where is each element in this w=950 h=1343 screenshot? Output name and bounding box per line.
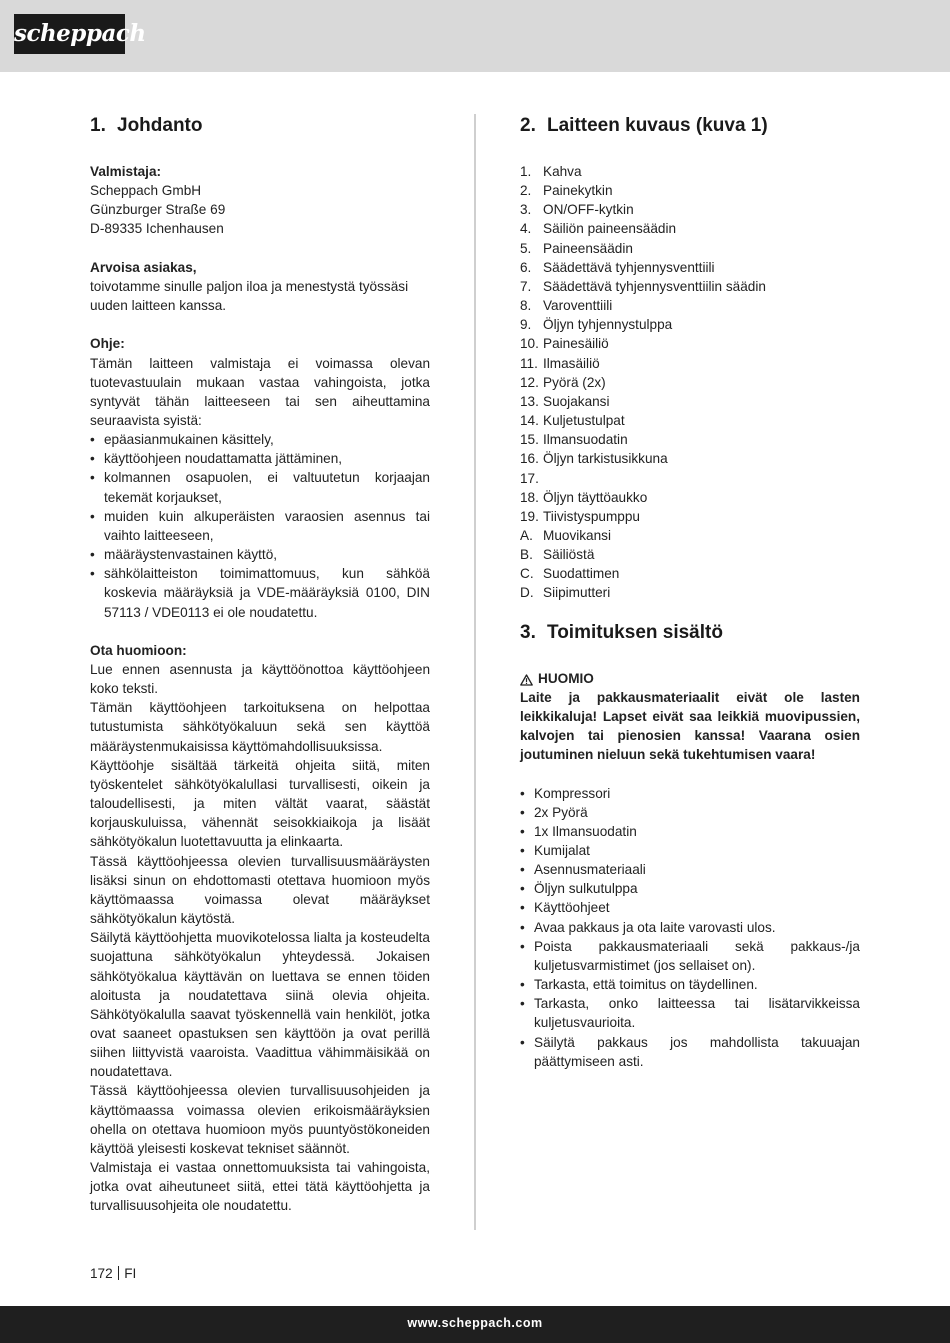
item-number: 10. bbox=[520, 336, 539, 352]
manufacturer-block bbox=[90, 162, 430, 239]
item-label: Ilmansuodatin bbox=[543, 432, 628, 448]
list-item bbox=[520, 430, 860, 449]
section-number: 2. bbox=[520, 115, 536, 136]
list-item bbox=[520, 373, 860, 392]
list-item: • muiden kuin alkuperäisten varaosien asennus tai vaihto laitteeseen, bbox=[90, 507, 430, 545]
list-item: • Poista pakkausmateriaali sekä pakkaus-/ja kuljetusvarmistimet (jos sellaiset on). bbox=[520, 937, 860, 975]
list-item bbox=[520, 545, 860, 564]
manufacturer-line: Scheppach GmbH bbox=[90, 183, 202, 199]
item-number: 2. bbox=[520, 183, 532, 199]
list-item bbox=[520, 564, 860, 583]
paragraph: Tässä käyttöohjeessa olevien turvallisuusmääräysten lisäksi sinun on ehdottomasti otettava huomioon myös käyttömaassa voimassa olevat määräykset sähkötyökalun käytöstä. bbox=[90, 853, 430, 927]
right-column bbox=[520, 112, 860, 1071]
list-item bbox=[520, 449, 860, 468]
unpacking-steps-list bbox=[520, 918, 860, 1071]
list-item bbox=[520, 296, 860, 315]
manufacturer-label: Valmistaja: bbox=[90, 164, 162, 179]
item-label: Pyörä (2x) bbox=[543, 374, 606, 390]
list-item bbox=[520, 315, 860, 334]
list-item bbox=[520, 219, 860, 238]
attention-block bbox=[90, 641, 430, 1216]
list-item: • Tarkasta, onko laitteessa tai lisätarvikkeissa kuljetusvaurioita. bbox=[520, 994, 860, 1032]
item-label: Siipimutteri bbox=[543, 585, 611, 601]
item-label: Tiivistyspumppu bbox=[543, 508, 640, 524]
list-item bbox=[520, 277, 860, 296]
warning-title bbox=[520, 669, 860, 688]
list-item bbox=[520, 258, 860, 277]
list-item: • Käyttöohjeet bbox=[520, 898, 860, 917]
greeting-block bbox=[90, 258, 430, 315]
paragraph: Tässä käyttöohjeessa olevien turvallisuusohjeiden ja käyttömaassa voimassa olevien erikoismääräyksien ohella on otettava huomioon myös puuntyöstökoneiden käyttöä yleisesti koskevat tekniset säännöt. bbox=[90, 1083, 430, 1156]
item-label: Painekytkin bbox=[543, 183, 613, 199]
item-number: 6. bbox=[520, 259, 532, 275]
item-number: 4. bbox=[520, 221, 532, 237]
language-code: FI bbox=[124, 1266, 137, 1281]
list-item: • Tarkasta, että toimitus on täydellinen. bbox=[520, 975, 860, 994]
item-letter: C. bbox=[520, 566, 534, 582]
item-label: Painesäiliö bbox=[543, 336, 609, 352]
footer-bar bbox=[0, 1306, 950, 1343]
section-title: Laitteen kuvaus (kuva 1) bbox=[547, 115, 768, 136]
section-number: 1. bbox=[90, 115, 106, 136]
column-divider bbox=[474, 114, 476, 1230]
item-letter: A. bbox=[520, 527, 533, 543]
list-item bbox=[520, 239, 860, 258]
page-separator bbox=[118, 1266, 120, 1280]
paragraph: Valmistaja ei vastaa onnettomuuksista tai vahingoista, jotka ovat aiheutuneet siitä, ettei tätä käyttöohjetta ja turvallisuusohjeita ole noudatettu. bbox=[90, 1160, 430, 1214]
item-label: Säädettävä tyhjennysventtiilin säädin bbox=[543, 278, 766, 294]
list-item: • Avaa pakkaus ja ota laite varovasti ulos. bbox=[520, 918, 860, 937]
item-label: Öljyn tarkistusikkuna bbox=[543, 451, 668, 467]
list-item bbox=[520, 488, 860, 507]
item-number: 19. bbox=[520, 508, 539, 524]
list-item: • määräystenvastainen käyttö, bbox=[90, 545, 430, 564]
parts-list bbox=[520, 162, 860, 526]
greeting-text: toivotamme sinulle paljon iloa ja menestystä työssäsi uuden laitteen kanssa. bbox=[90, 278, 409, 314]
paragraph: Käyttöohje sisältää tärkeitä ohjeita siitä, miten työskentelet sähkötyökalullasi turvallisesti, oikein ja taloudellisesti, ja miten vältät vaarat, säästät korjauskuluissa, vähennät seisokkiaikoja ja lisäät sähkötyökalun luotettavuutta ja elinkaarta. bbox=[90, 757, 430, 850]
section-3-heading bbox=[520, 619, 860, 647]
list-item: • 2x Pyörä bbox=[520, 803, 860, 822]
attention-label: Ota huomioon: bbox=[90, 642, 187, 658]
section-2-heading bbox=[520, 112, 860, 140]
item-label: Varoventtiili bbox=[543, 298, 613, 314]
item-number: 5. bbox=[520, 240, 532, 256]
greeting-label: Arvoisa asiakas, bbox=[90, 259, 197, 275]
item-label: Kahva bbox=[543, 164, 582, 179]
page-number-value: 172 bbox=[90, 1266, 113, 1281]
list-item bbox=[520, 469, 860, 488]
list-item bbox=[520, 507, 860, 526]
item-label: Öljyn täyttöaukko bbox=[543, 489, 648, 505]
page-header bbox=[0, 0, 950, 72]
manufacturer-line: Günzburger Straße 69 bbox=[90, 202, 226, 218]
section-title: Toimituksen sisältö bbox=[547, 621, 723, 643]
item-label: Säiliön paineensäädin bbox=[543, 221, 677, 237]
list-item: • käyttöohjeen noudattamatta jättäminen, bbox=[90, 449, 430, 468]
warning-text: Laite ja pakkausmateriaalit eivät ole lasten leikkikaluja! Lapset eivät saa leikkiä muovipussien, kalvojen tai pienosien kanssa! Vaarana osien joutuminen nieluun sekä tukehtumisen vaara! bbox=[520, 689, 860, 763]
note-block bbox=[90, 334, 430, 621]
list-item: • epäasianmukainen käsittely, bbox=[90, 430, 430, 449]
note-bullet-list bbox=[90, 430, 430, 622]
section-title: Johdanto bbox=[117, 115, 203, 136]
item-label: Paineensäädin bbox=[543, 240, 633, 256]
item-number: 9. bbox=[520, 317, 532, 333]
list-item bbox=[520, 200, 860, 219]
note-text: Tämän laitteen valmistaja ei voimassa olevan tuotevastuulain mukaan vastaa vahingoista, jotka syntyvät tähän laitteeseen tai sen aiheuttamina seuraavista syistä: bbox=[90, 355, 430, 428]
item-number: 1. bbox=[520, 164, 532, 179]
list-item: • sähkölaitteiston toimimattomuus, kun sähköä koskevia määräyksiä ja VDE-määräyksiä 0100, DIN 57113 / VDE0113 ei ole noudatettu. bbox=[90, 564, 430, 621]
list-item bbox=[520, 334, 860, 353]
item-label: Säädettävä tyhjennysventtiili bbox=[543, 259, 715, 275]
list-item: • Kumijalat bbox=[520, 841, 860, 860]
paragraph: Tämän käyttöohjeen tarkoituksena on helpottaa tutustumista sähkötyökaluun sekä sen käyttöä määräystenmukaisissa käyttömahdollisuuksissa. bbox=[90, 700, 430, 754]
item-label: ON/OFF-kytkin bbox=[543, 202, 634, 218]
paragraph: Lue ennen asennusta ja käyttöönottoa käyttöohjeen koko teksti. bbox=[90, 662, 430, 697]
left-column bbox=[90, 112, 430, 1216]
note-label: Ohje: bbox=[90, 336, 125, 352]
list-item bbox=[520, 583, 860, 602]
item-label: Kuljetustulpat bbox=[543, 413, 625, 429]
item-label: Öljyn tyhjennystulppa bbox=[543, 317, 673, 333]
parts-letter-list bbox=[520, 526, 860, 603]
manufacturer-line: D-89335 Ichenhausen bbox=[90, 221, 224, 237]
scheppach-logo: scheppach bbox=[14, 14, 125, 54]
list-item: • Kompressori bbox=[520, 784, 860, 803]
item-number: 17. bbox=[520, 470, 539, 486]
item-label: Muovikansi bbox=[543, 527, 611, 543]
section-1-heading bbox=[90, 112, 430, 140]
item-number: 11. bbox=[520, 355, 538, 371]
list-item: • Öljyn sulkutulppa bbox=[520, 879, 860, 898]
website-link[interactable]: www.scheppach.com bbox=[407, 1316, 543, 1330]
item-number: 7. bbox=[520, 278, 532, 294]
delivery-contents-list bbox=[520, 784, 860, 918]
list-item bbox=[520, 162, 860, 181]
item-label: Suodattimen bbox=[543, 566, 620, 582]
item-number: 15. bbox=[520, 432, 539, 448]
item-number: 8. bbox=[520, 298, 532, 314]
warning-triangle-icon bbox=[520, 672, 533, 684]
list-item bbox=[520, 526, 860, 545]
paragraph: Säilytä käyttöohjetta muovikotelossa lialta ja kosteudelta suojattuna sähkötyökalun yhteydessä. Jokaisen sähkötyökalua käyttävän on luettava se ennen töiden aloitusta ja noudatettava siinä olevia ohjeita. Sähkötyökalulla saavat työskennellä vain henkilöt, jotka ovat saaneet opastuksen sen käyttöön ja ovat perillä siihen liittyvistä vaaroista. Vaadittua vähimmäisikää on noudatettava. bbox=[90, 930, 430, 1080]
item-number: 3. bbox=[520, 202, 532, 218]
item-number: 18. bbox=[520, 489, 539, 505]
item-number: 12. bbox=[520, 374, 539, 390]
item-label: Säiliöstä bbox=[543, 547, 595, 563]
item-number: 13. bbox=[520, 393, 539, 409]
page-number bbox=[90, 1264, 136, 1283]
warning-block bbox=[520, 669, 860, 765]
list-item bbox=[520, 181, 860, 200]
warning-title-text: HUOMIO bbox=[538, 670, 594, 686]
item-number: 14. bbox=[520, 413, 539, 429]
section-number: 3. bbox=[520, 621, 536, 643]
list-item bbox=[520, 354, 860, 373]
item-letter: D. bbox=[520, 585, 534, 601]
item-letter: B. bbox=[520, 547, 533, 563]
list-item: • kolmannen osapuolen, ei valtuutetun korjaajan tekemät korjaukset, bbox=[90, 468, 430, 506]
list-item: • 1x Ilmansuodatin bbox=[520, 822, 860, 841]
list-item: • Säilytä pakkaus jos mahdollista takuuajan päättymiseen asti. bbox=[520, 1033, 860, 1071]
item-label: Suojakansi bbox=[543, 393, 610, 409]
list-item: • Asennusmateriaali bbox=[520, 860, 860, 879]
item-label: Ilmasäiliö bbox=[543, 355, 600, 371]
item-number: 16. bbox=[520, 451, 539, 467]
list-item bbox=[520, 411, 860, 430]
list-item bbox=[520, 392, 860, 411]
